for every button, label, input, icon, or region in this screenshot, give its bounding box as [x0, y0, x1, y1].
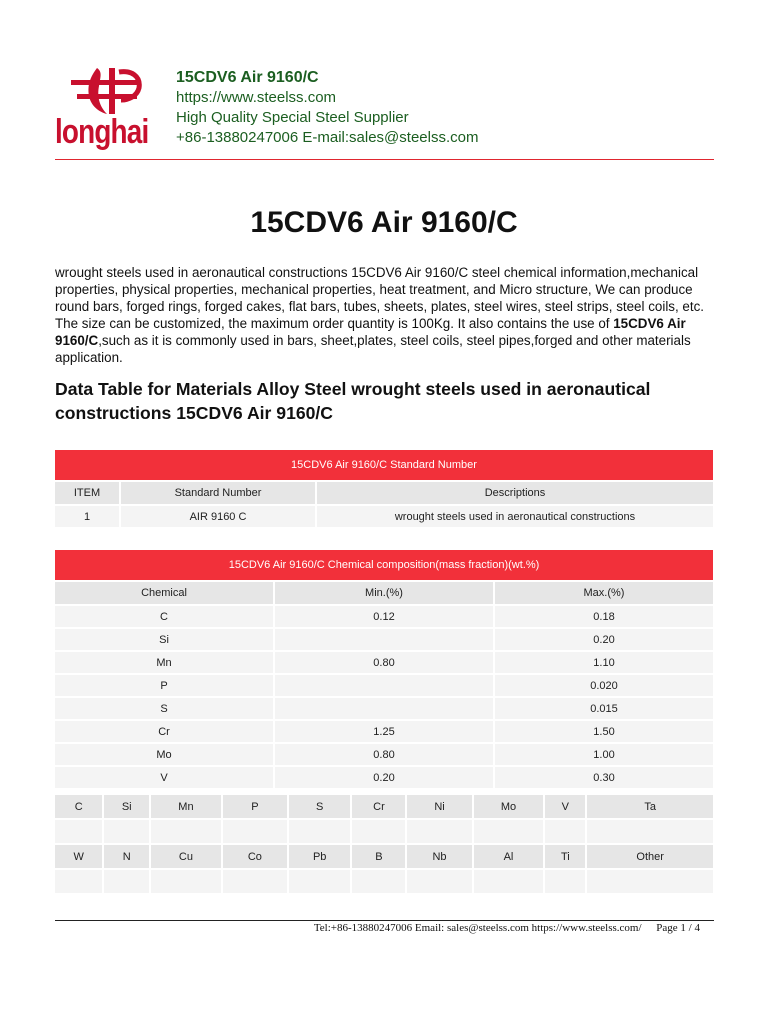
chemical-composition-table — [53, 548, 715, 790]
table-cell: Mo — [55, 744, 273, 765]
table-cell: 0.020 — [495, 675, 713, 696]
footer-contact: Tel:+86-13880247006 Email: sales@steelss.com https://www.steelss.com/ — [313, 922, 642, 934]
element-symbol: Cu — [151, 845, 221, 868]
table-row — [55, 652, 713, 673]
table-cell: 1 — [55, 506, 119, 527]
element-value-cell — [545, 820, 585, 843]
table-cell: Mn — [55, 652, 273, 673]
intro-text-start: wrought steels used in aeronautical constructions 15CDV6 Air 9160/C steel chemical information,mechanical properties, physical properties, mechanical properties, heat treatment, and Micro structure, We can produce round bars, forged rings, forged cakes, flat bars, tubes, sheets, plates, steel wires, steel strips, steel coils, etc. The size can be customized, the maximum order quantity is 100Kg. It also contains the use of — [55, 265, 705, 331]
element-symbol: Nb — [407, 845, 471, 868]
column-header: ITEM — [55, 482, 119, 504]
table-cell: S — [55, 698, 273, 719]
table-cell: 0.80 — [275, 744, 493, 765]
table-row — [55, 744, 713, 765]
element-value-cell — [474, 870, 544, 893]
element-value-cell — [545, 870, 585, 893]
element-value-cell — [474, 820, 544, 843]
page-header — [55, 64, 714, 160]
header-contact: +86-13880247006 E-mail:sales@steelss.com — [176, 129, 479, 146]
table-cell — [275, 698, 493, 719]
table-cell: 0.80 — [275, 652, 493, 673]
chem-table-caption: 15CDV6 Air 9160/C Chemical composition(mass fraction)(wt.%) — [55, 550, 713, 580]
table-cell — [275, 629, 493, 650]
element-symbol: Other — [587, 845, 713, 868]
table-row — [55, 629, 713, 650]
company-logo — [55, 64, 167, 154]
element-value-cell — [587, 820, 713, 843]
intro-bold-grade: 15CDV6 Air 9160/C — [55, 316, 686, 348]
element-value-cell — [223, 870, 287, 893]
logo-text: longhai — [55, 113, 149, 151]
element-value-cell — [289, 870, 350, 893]
table-cell: 1.25 — [275, 721, 493, 742]
table-cell: V — [55, 767, 273, 788]
table-row — [55, 721, 713, 742]
header-info — [176, 68, 478, 148]
element-value-cell — [151, 870, 221, 893]
elements-row — [55, 795, 713, 818]
document-title: 15CDV6 Air 9160/C — [250, 206, 518, 239]
column-header: Min.(%) — [275, 582, 493, 604]
element-symbol: C — [55, 795, 102, 818]
elements-row — [55, 845, 713, 868]
element-value-cell — [352, 870, 405, 893]
header-url-link[interactable]: https://www.steelss.com — [176, 89, 337, 106]
elements-table — [53, 793, 715, 895]
column-header: Chemical — [55, 582, 273, 604]
element-symbol: Ti — [545, 845, 585, 868]
page-footer — [55, 921, 700, 935]
element-symbol: N — [104, 845, 149, 868]
longhai-logo-icon — [69, 66, 149, 116]
column-header: Descriptions — [317, 482, 713, 504]
element-value-cell — [587, 870, 713, 893]
header-tagline: High Quality Special Steel Supplier — [176, 109, 409, 126]
element-symbol: P — [223, 795, 287, 818]
chem-table-body — [55, 606, 713, 788]
table-cell: 0.30 — [495, 767, 713, 788]
table-row — [55, 606, 713, 627]
element-value-cell — [223, 820, 287, 843]
table-cell: 0.20 — [495, 629, 713, 650]
element-value-cell — [407, 820, 471, 843]
table-cell: Si — [55, 629, 273, 650]
element-symbol: B — [352, 845, 405, 868]
table-row — [55, 767, 713, 788]
element-value-cell — [407, 870, 471, 893]
table-cell: 0.18 — [495, 606, 713, 627]
element-symbol: Pb — [289, 845, 350, 868]
table-cell: 1.50 — [495, 721, 713, 742]
elements-value-row — [55, 870, 713, 893]
element-symbol: Co — [223, 845, 287, 868]
standard-number-table — [53, 448, 715, 529]
table-cell: 1.10 — [495, 652, 713, 673]
table-row — [55, 506, 713, 527]
intro-text-end: ,such as it is commonly used in bars, sheet,plates, steel coils, steel pipes,forged and other materials application. — [55, 333, 691, 365]
table-cell: C — [55, 606, 273, 627]
section-heading: Data Table for Materials Alloy Steel wrought steels used in aeronautical constructions 15CDV6 Air 9160/C — [55, 379, 651, 423]
element-value-cell — [151, 820, 221, 843]
element-symbol: Ta — [587, 795, 713, 818]
table-row — [55, 698, 713, 719]
table-cell: AIR 9160 C — [121, 506, 315, 527]
element-value-cell — [55, 870, 102, 893]
element-value-cell — [104, 820, 149, 843]
intro-paragraph — [55, 264, 715, 366]
table-cell: Cr — [55, 721, 273, 742]
page-number: Page 1 / 4 — [656, 922, 700, 934]
table-header-row — [55, 482, 713, 504]
element-symbol: Mo — [474, 795, 544, 818]
element-value-cell — [289, 820, 350, 843]
table-header-row — [55, 582, 713, 604]
column-header: Standard Number — [121, 482, 315, 504]
table-cell: 0.015 — [495, 698, 713, 719]
element-symbol: Cr — [352, 795, 405, 818]
table-row — [55, 675, 713, 696]
standard-table-caption: 15CDV6 Air 9160/C Standard Number — [55, 450, 713, 480]
table-cell — [275, 675, 493, 696]
element-symbol: Al — [474, 845, 544, 868]
element-value-cell — [55, 820, 102, 843]
elements-value-row — [55, 820, 713, 843]
element-symbol: Mn — [151, 795, 221, 818]
element-symbol: V — [545, 795, 585, 818]
table-cell: 0.20 — [275, 767, 493, 788]
element-symbol: S — [289, 795, 350, 818]
table-cell: 0.12 — [275, 606, 493, 627]
column-header: Max.(%) — [495, 582, 713, 604]
table-cell: P — [55, 675, 273, 696]
element-symbol: Si — [104, 795, 149, 818]
header-title: 15CDV6 Air 9160/C — [176, 69, 319, 86]
element-symbol: W — [55, 845, 102, 868]
element-symbol: Ni — [407, 795, 471, 818]
table-cell: wrought steels used in aeronautical constructions — [317, 506, 713, 527]
element-value-cell — [352, 820, 405, 843]
table-cell: 1.00 — [495, 744, 713, 765]
element-value-cell — [104, 870, 149, 893]
